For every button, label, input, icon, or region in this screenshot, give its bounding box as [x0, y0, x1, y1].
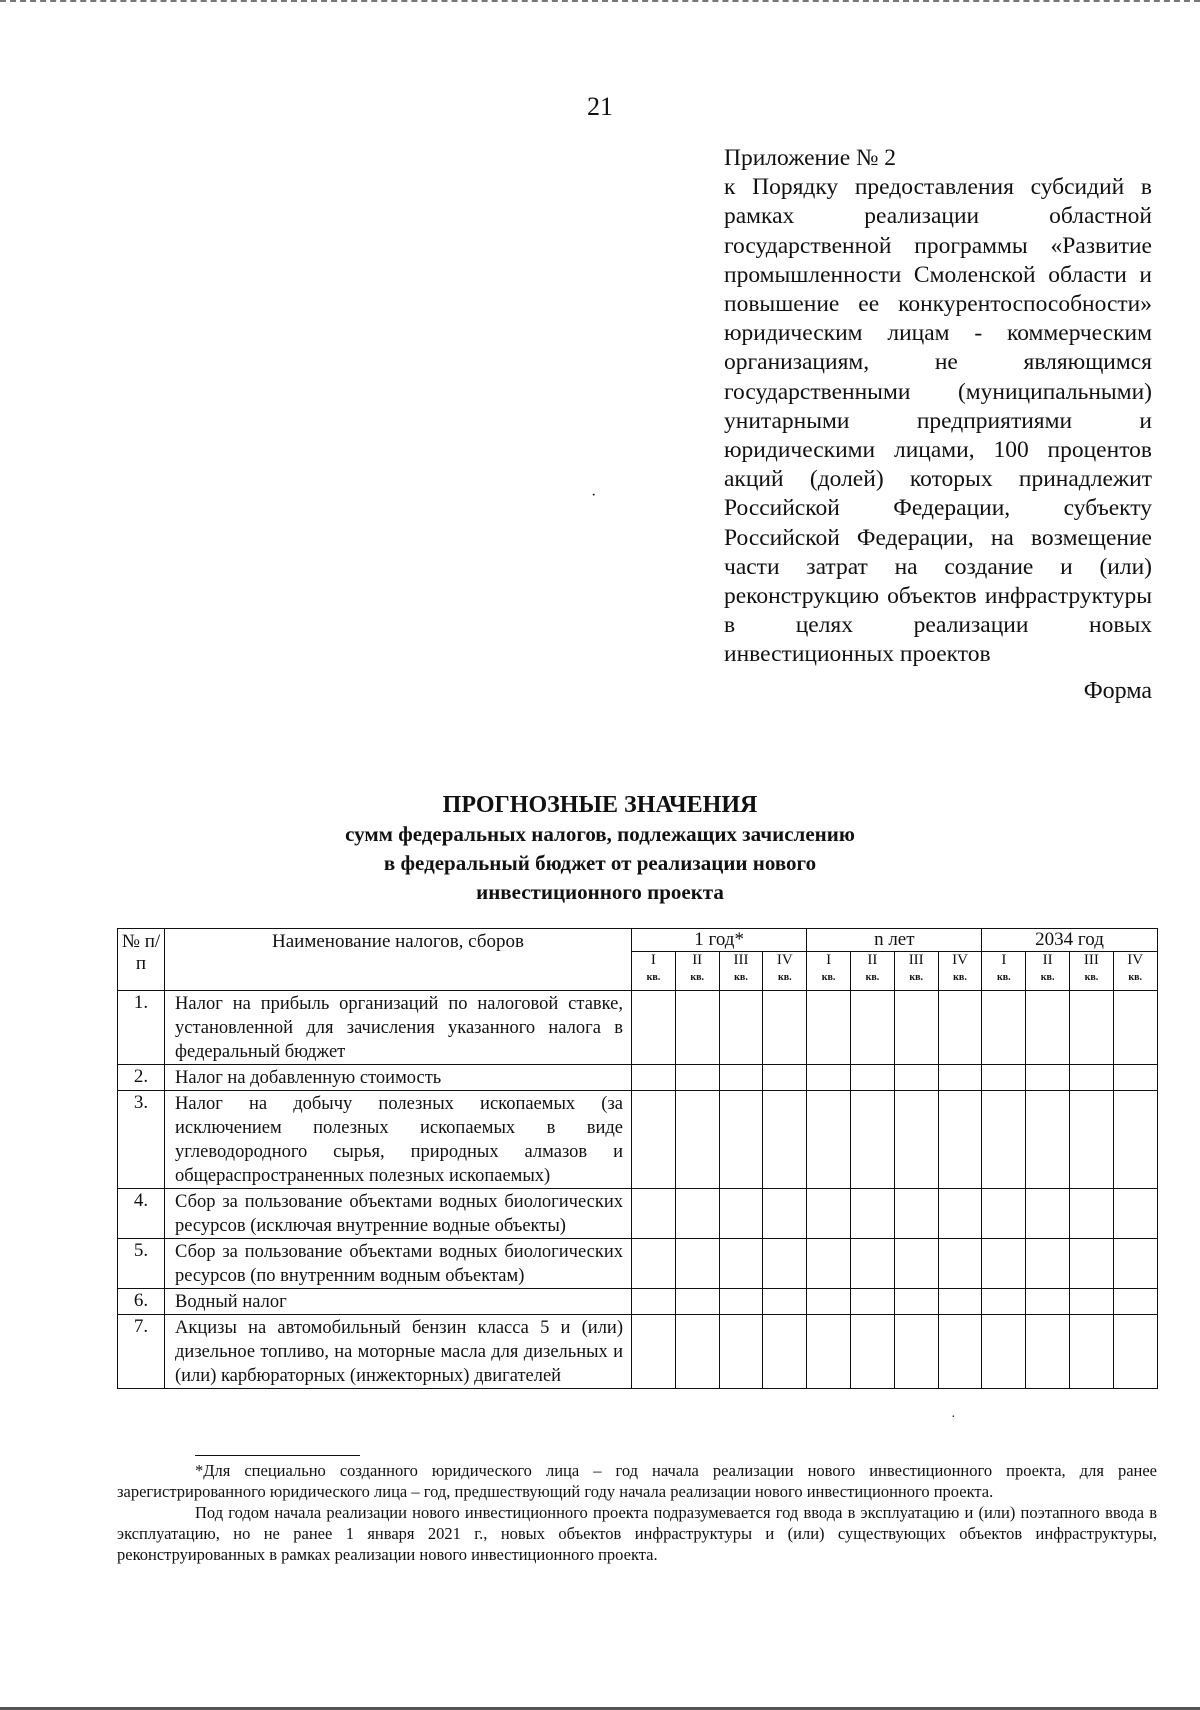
column-group-2034: 2034 год: [982, 929, 1157, 952]
document-heading: [0, 790, 1200, 907]
form-label: Форма: [1083, 678, 1152, 704]
value-cell[interactable]: [1113, 1065, 1157, 1091]
heading-line-2: сумм федеральных налогов, подлежащих зачислению: [345, 822, 855, 846]
value-cell[interactable]: [807, 1189, 851, 1239]
value-cell[interactable]: [719, 1289, 763, 1315]
value-cell[interactable]: [1026, 1189, 1070, 1239]
scan-speck: ·: [591, 487, 597, 504]
value-cell[interactable]: [938, 1315, 982, 1389]
tax-name: Водный налог: [165, 1289, 632, 1315]
value-cell[interactable]: [632, 1189, 676, 1239]
row-number: 7.: [118, 1315, 165, 1389]
value-cell[interactable]: [763, 1189, 807, 1239]
value-cell[interactable]: [675, 1315, 719, 1389]
value-cell[interactable]: [1026, 1065, 1070, 1091]
quarter-suffix: кв.: [865, 972, 880, 983]
footnote-2: Под годом начала реализации нового инвестиционного проекта подразумевается год ввода в эксплуатацию и (или) поэтапного ввода в эксплуатацию, но не ранее 1 января 2021 г., новых объектов инфраструктуры и (или) существующих объектов инфраструктуры, реконструированных в рамках реализации нового инвестиционного проекта.: [117, 1503, 1157, 1564]
quarter-suffix: кв.: [1128, 972, 1143, 983]
value-cell[interactable]: [851, 1289, 895, 1315]
value-cell[interactable]: [675, 1189, 719, 1239]
value-cell[interactable]: [719, 1239, 763, 1289]
value-cell[interactable]: [632, 1289, 676, 1315]
tax-name: Акцизы на автомобильный бензин класса 5 и (или) дизельное топливо, на моторные масла для дизельных и (или) карбюраторных (инжекторных) двигателей: [165, 1315, 632, 1389]
quarter-number: II: [867, 952, 878, 968]
value-cell[interactable]: [675, 1091, 719, 1189]
value-cell[interactable]: [763, 1091, 807, 1189]
value-cell[interactable]: [938, 1065, 982, 1091]
quarter-number: I: [650, 952, 656, 968]
value-cell[interactable]: [938, 1289, 982, 1315]
value-cell[interactable]: [1026, 1091, 1070, 1189]
quarter-header: [1026, 952, 1070, 991]
value-cell[interactable]: [1113, 1189, 1157, 1239]
value-cell[interactable]: [763, 1065, 807, 1091]
tax-name: Налог на добавленную стоимость: [165, 1065, 632, 1091]
column-group-n-years: n лет: [807, 929, 982, 952]
value-cell[interactable]: [807, 1239, 851, 1289]
row-number: 5.: [118, 1239, 165, 1289]
value-cell[interactable]: [894, 1189, 938, 1239]
value-cell[interactable]: [894, 1239, 938, 1289]
scan-edge-top: [0, 0, 1200, 6]
heading-title: ПРОГНОЗНЫЕ ЗНАЧЕНИЯ: [442, 792, 758, 818]
value-cell[interactable]: [938, 991, 982, 1065]
value-cell[interactable]: [1113, 1091, 1157, 1189]
value-cell[interactable]: [807, 1289, 851, 1315]
table-body: [118, 991, 1158, 1389]
table-row: [118, 1315, 1158, 1389]
quarter-suffix: кв.: [646, 972, 661, 983]
value-cell[interactable]: [1070, 1065, 1114, 1091]
value-cell[interactable]: [851, 1239, 895, 1289]
value-cell[interactable]: [1070, 1289, 1114, 1315]
appendix-title: Приложение № 2: [724, 145, 897, 171]
appendix-block: [724, 144, 1152, 670]
value-cell[interactable]: [1026, 1289, 1070, 1315]
scan-speck: ·: [951, 1410, 956, 1425]
value-cell[interactable]: [982, 1065, 1026, 1091]
footnote-1: *Для специально созданного юридического лица – год начала реализации нового инвестиционного проекта, для ранее зарегистрированного юридического лица – год, предшествующий году начала реализации нового инвестиционного проекта.: [117, 1461, 1157, 1501]
quarter-number: II: [692, 952, 703, 968]
value-cell[interactable]: [894, 1065, 938, 1091]
value-cell[interactable]: [719, 1315, 763, 1389]
value-cell[interactable]: [1070, 1239, 1114, 1289]
value-cell[interactable]: [1070, 1315, 1114, 1389]
value-cell[interactable]: [675, 1065, 719, 1091]
value-cell[interactable]: [1070, 991, 1114, 1065]
value-cell[interactable]: [719, 991, 763, 1065]
value-cell[interactable]: [1113, 1289, 1157, 1315]
value-cell[interactable]: [763, 991, 807, 1065]
row-number: 2.: [118, 1065, 165, 1091]
column-group-first-year: 1 год*: [632, 929, 807, 952]
quarter-header: [807, 952, 851, 991]
value-cell[interactable]: [851, 991, 895, 1065]
value-cell[interactable]: [982, 1189, 1026, 1239]
quarter-number: II: [1042, 952, 1053, 968]
quarter-number: III: [908, 952, 924, 968]
quarter-suffix: кв.: [953, 972, 967, 983]
quarter-number: I: [826, 952, 832, 968]
quarter-suffix: кв.: [909, 972, 924, 983]
quarter-header: [982, 952, 1026, 991]
value-cell[interactable]: [719, 1189, 763, 1239]
value-cell[interactable]: [632, 991, 676, 1065]
value-cell[interactable]: [763, 1239, 807, 1289]
value-cell[interactable]: [632, 1091, 676, 1189]
column-header-name: Наименование налогов, сборов: [165, 929, 632, 991]
value-cell[interactable]: [894, 991, 938, 1065]
heading-line-3: в федеральный бюджет от реализации нового: [383, 851, 817, 875]
quarter-header: [1070, 952, 1114, 991]
value-cell[interactable]: [632, 1315, 676, 1389]
quarter-suffix: кв.: [734, 972, 748, 983]
quarter-header: [763, 952, 807, 991]
value-cell[interactable]: [894, 1315, 938, 1389]
tax-forecast-table: [117, 928, 1158, 1389]
quarter-header: [675, 952, 719, 991]
value-cell[interactable]: [982, 1289, 1026, 1315]
quarter-suffix: кв.: [1084, 972, 1099, 983]
value-cell[interactable]: [851, 1189, 895, 1239]
quarter-number: IV: [776, 952, 793, 968]
table-row: [118, 991, 1158, 1065]
heading-line-4: инвестиционного проекта: [476, 880, 724, 904]
value-cell[interactable]: [938, 1091, 982, 1189]
value-cell[interactable]: [632, 1239, 676, 1289]
value-cell[interactable]: [982, 1091, 1026, 1189]
quarter-header: [894, 952, 938, 991]
value-cell[interactable]: [675, 1289, 719, 1315]
value-cell[interactable]: [675, 991, 719, 1065]
quarter-number: III: [733, 952, 749, 968]
quarter-header: [632, 952, 676, 991]
value-cell[interactable]: [1113, 1239, 1157, 1289]
value-cell[interactable]: [1113, 991, 1157, 1065]
value-cell[interactable]: [719, 1091, 763, 1189]
quarter-header: [851, 952, 895, 991]
value-cell[interactable]: [938, 1239, 982, 1289]
value-cell[interactable]: [851, 1315, 895, 1389]
value-cell[interactable]: [894, 1289, 938, 1315]
value-cell[interactable]: [938, 1189, 982, 1239]
row-number: 6.: [118, 1289, 165, 1315]
value-cell[interactable]: [763, 1289, 807, 1315]
quarter-header: [938, 952, 982, 991]
value-cell[interactable]: [982, 1315, 1026, 1389]
page-number: 21: [587, 92, 613, 121]
value-cell[interactable]: [982, 1239, 1026, 1289]
value-cell[interactable]: [632, 1065, 676, 1091]
tax-name: Сбор за пользование объектами водных биологических ресурсов (исключая внутренние водные объекты): [165, 1189, 632, 1239]
value-cell[interactable]: [719, 1065, 763, 1091]
value-cell[interactable]: [1026, 1239, 1070, 1289]
quarter-suffix: кв.: [690, 972, 705, 983]
tax-name: Сбор за пользование объектами водных биологических ресурсов (по внутренним водным объектам): [165, 1239, 632, 1289]
appendix-text: к Порядку предоставления субсидий в рамках реализации областной государственной программы «Развитие промышленности Смоленской области и повышение ее конкурентоспособности» юридическим лицам - коммерческим организациям, не являющимся государственными (муниципальными) унитарными предприятиями и юридическими лицами, 100 процентов акций (долей) которых принадлежит Российской Федерации, субъекту Российской Федерации, на возмещение части затрат на создание и (или) реконструкцию объектов инфраструктуры в целях реализации новых инвестиционных проектов: [724, 174, 1152, 668]
value-cell[interactable]: [1026, 991, 1070, 1065]
table-row: [118, 1091, 1158, 1189]
table-row: [118, 1189, 1158, 1239]
table-row: [118, 1065, 1158, 1091]
value-cell[interactable]: [894, 1091, 938, 1189]
row-number: 3.: [118, 1091, 165, 1189]
quarter-header: [719, 952, 763, 991]
quarter-number: I: [1001, 952, 1007, 968]
row-number: 1.: [118, 991, 165, 1065]
value-cell[interactable]: [807, 1091, 851, 1189]
value-cell[interactable]: [1070, 1091, 1114, 1189]
row-number: 4.: [118, 1189, 165, 1239]
value-cell[interactable]: [675, 1239, 719, 1289]
value-cell[interactable]: [807, 991, 851, 1065]
quarter-header: [1113, 952, 1157, 991]
quarter-number: III: [1083, 952, 1099, 968]
value-cell[interactable]: [1113, 1315, 1157, 1389]
table-row: [118, 1289, 1158, 1315]
quarter-suffix: кв.: [996, 972, 1011, 983]
tax-name: Налог на добычу полезных ископаемых (за исключением полезных ископаемых в виде углеводородного сырья, природных алмазов и общераспространенных полезных ископаемых): [165, 1091, 632, 1189]
table-row: [118, 1239, 1158, 1289]
value-cell[interactable]: [851, 1091, 895, 1189]
quarter-number: IV: [1127, 952, 1144, 968]
quarter-number: IV: [952, 952, 968, 968]
value-cell[interactable]: [763, 1315, 807, 1389]
value-cell[interactable]: [1070, 1189, 1114, 1239]
column-header-number: № п/п: [118, 929, 165, 991]
footnote-separator: [195, 1455, 360, 1456]
value-cell[interactable]: [982, 991, 1026, 1065]
quarter-suffix: кв.: [821, 972, 836, 983]
tax-name: Налог на прибыль организаций по налоговой ставке, установленной для зачисления указанного налога в федеральный бюджет: [165, 991, 632, 1065]
value-cell[interactable]: [851, 1065, 895, 1091]
quarter-suffix: кв.: [777, 972, 792, 983]
value-cell[interactable]: [807, 1065, 851, 1091]
footnotes: [117, 1460, 1157, 1565]
value-cell[interactable]: [807, 1315, 851, 1389]
quarter-suffix: кв.: [1040, 972, 1055, 983]
value-cell[interactable]: [1026, 1315, 1070, 1389]
